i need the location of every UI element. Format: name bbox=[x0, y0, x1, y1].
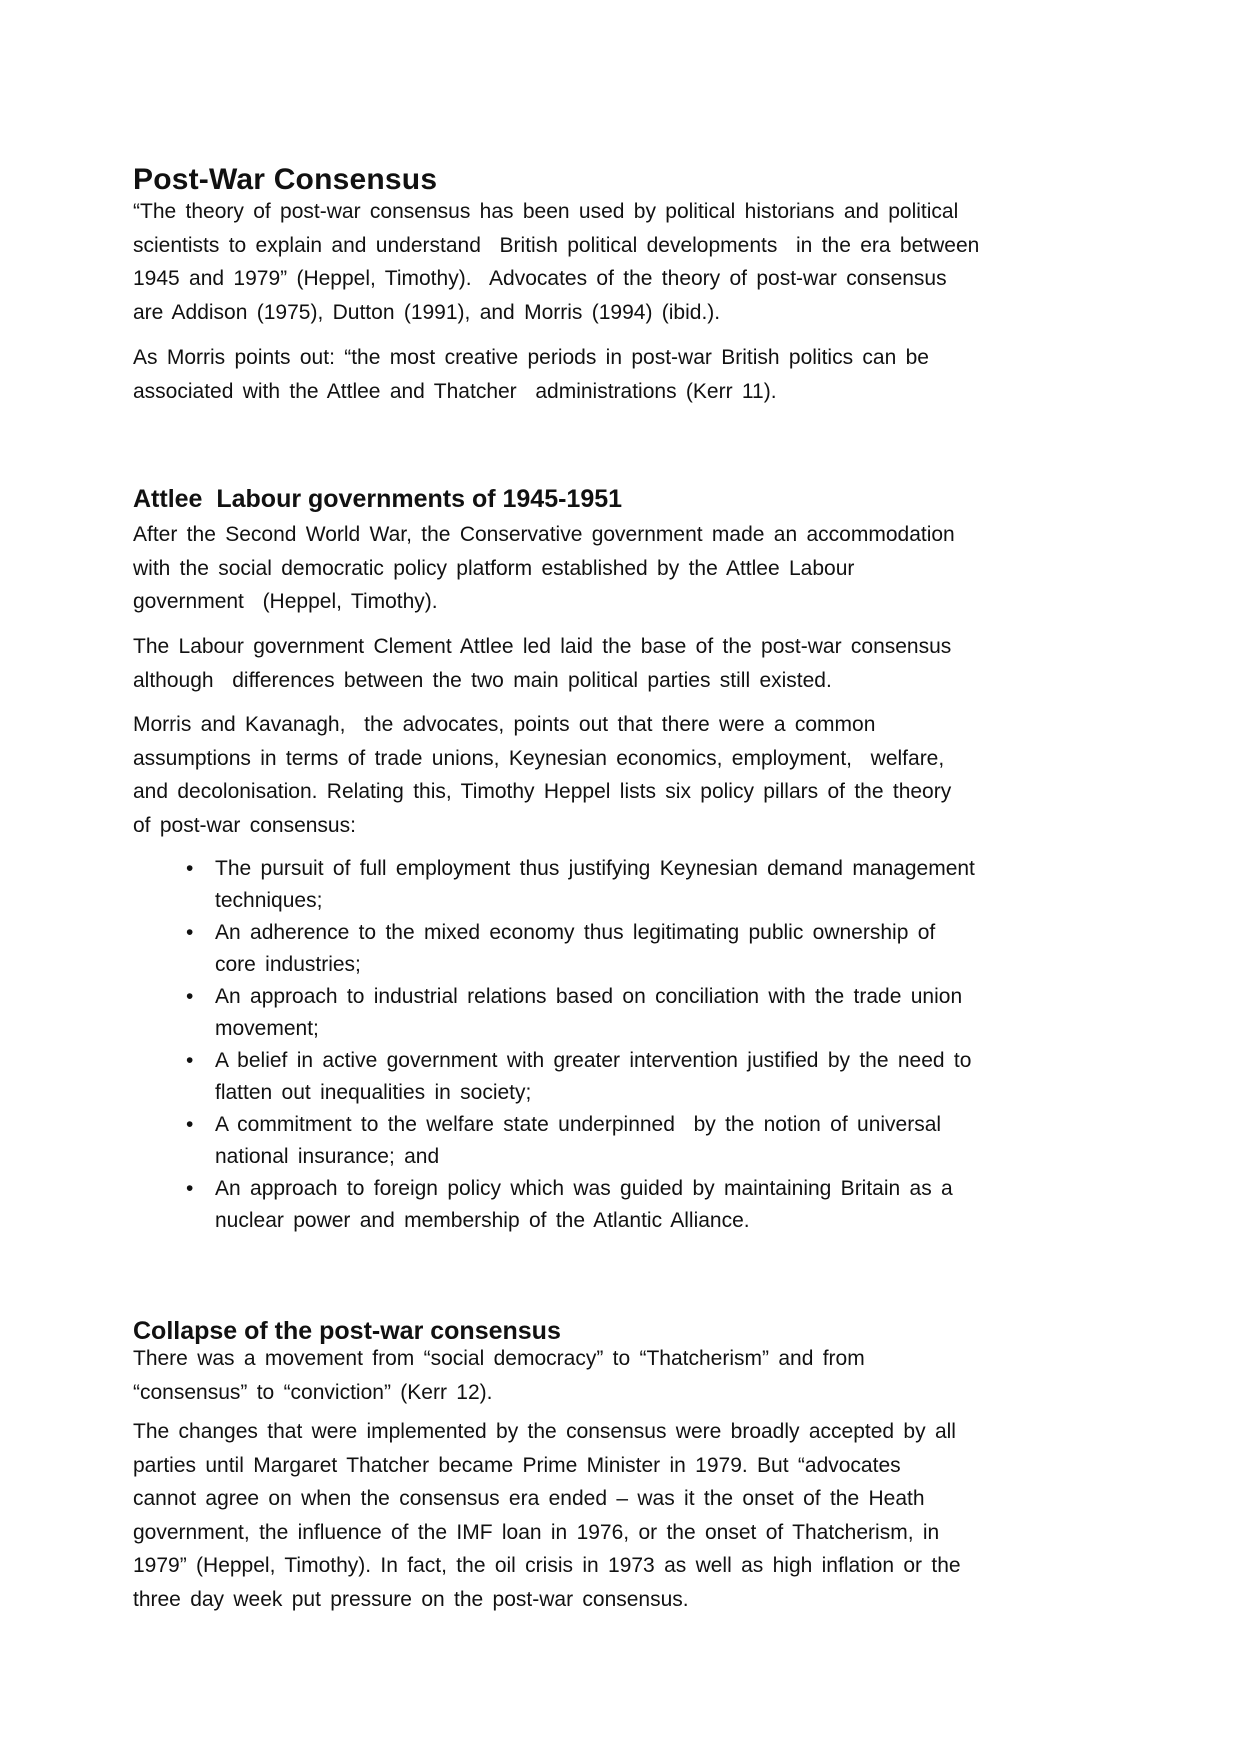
list-item bbox=[133, 981, 1153, 1045]
paragraph-line: government, the influence of the IMF loan in 1976, or the onset of Thatcherism, in bbox=[133, 1520, 940, 1544]
paragraph-movement bbox=[133, 1342, 1153, 1409]
bullet-icon: • bbox=[186, 1049, 194, 1072]
bullet-icon: • bbox=[186, 857, 194, 880]
paragraph-line: parties until Margaret Thatcher became Prime Minister in 1979. But “advocates bbox=[133, 1453, 901, 1477]
list-item bbox=[133, 1173, 1153, 1237]
paragraph-line: The changes that were implemented by the consensus were broadly accepted by all bbox=[133, 1420, 956, 1443]
paragraph-line: are Addison (1975), Dutton (1991), and Morris (1994) (ibid.). bbox=[133, 300, 721, 324]
paragraph-after-war bbox=[133, 518, 1153, 619]
paragraph-line: Morris and Kavanagh, the advocates, points out that there were a common bbox=[133, 713, 876, 736]
list-item bbox=[133, 917, 1153, 981]
paragraph-line: 1979” (Heppel, Timothy). In fact, the oil crisis in 1973 as well as high inflation or the bbox=[133, 1554, 961, 1578]
list-item-line: An approach to foreign policy which was guided by maintaining Britain as a bbox=[215, 1177, 953, 1200]
list-item-line: flatten out inequalities in society; bbox=[215, 1081, 532, 1104]
bullet-icon: • bbox=[186, 1177, 194, 1200]
paragraph-morris-kavanagh bbox=[133, 708, 1153, 842]
paragraph-line: with the social democratic policy platform established by the Attlee Labour bbox=[133, 556, 855, 580]
list-item-line: core industries; bbox=[215, 953, 361, 976]
paragraph-line: The Labour government Clement Attlee led laid the base of the post-war consensus bbox=[133, 635, 952, 658]
list-item-line: movement; bbox=[215, 1017, 319, 1040]
paragraph-intro bbox=[133, 195, 1153, 329]
paragraph-line: After the Second World War, the Conservative government made an accommodation bbox=[133, 523, 955, 546]
paragraph-line: associated with the Attlee and Thatcher administrations (Kerr 11). bbox=[133, 379, 777, 403]
bullet-icon: • bbox=[186, 1113, 194, 1136]
paragraph-line: cannot agree on when the consensus era ended – was it the onset of the Heath bbox=[133, 1487, 925, 1511]
paragraph-line: although differences between the two main political parties still existed. bbox=[133, 668, 832, 692]
paragraph-line: There was a movement from “social democracy” to “Thatcherism” and from bbox=[133, 1347, 865, 1370]
paragraph-morris-quote bbox=[133, 341, 1153, 408]
paragraph-line: scientists to explain and understand British political developments in the era between bbox=[133, 233, 980, 257]
bullet-icon: • bbox=[186, 985, 194, 1008]
list-item-line: A belief in active government with greater intervention justified by the need to bbox=[215, 1049, 972, 1072]
paragraph-labour-government bbox=[133, 630, 1153, 697]
policy-pillars-list bbox=[133, 853, 1153, 1237]
list-item bbox=[133, 1109, 1153, 1173]
paragraph-line: three day week put pressure on the post-war consensus. bbox=[133, 1587, 689, 1611]
list-item bbox=[133, 853, 1153, 917]
document-title: Post-War Consensus bbox=[133, 163, 438, 197]
list-item-line: An adherence to the mixed economy thus legitimating public ownership of bbox=[215, 921, 936, 944]
list-item bbox=[133, 1045, 1153, 1109]
list-item-line: An approach to industrial relations based on conciliation with the trade union bbox=[215, 985, 963, 1008]
paragraph-line: “consensus” to “conviction” (Kerr 12). bbox=[133, 1380, 493, 1404]
section-heading-attlee: Attlee Labour governments of 1945-1951 bbox=[133, 484, 623, 513]
list-item-line: techniques; bbox=[215, 889, 323, 912]
paragraph-line: and decolonisation. Relating this, Timothy Heppel lists six policy pillars of the theory bbox=[133, 780, 952, 804]
paragraph-line: As Morris points out: “the most creative periods in post-war British politics can be bbox=[133, 346, 929, 369]
paragraph-line: assumptions in terms of trade unions, Keynesian economics, employment, welfare, bbox=[133, 746, 945, 770]
paragraph-line: of post-war consensus: bbox=[133, 813, 356, 837]
section-heading-collapse: Collapse of the post-war consensus bbox=[133, 1316, 561, 1345]
paragraph-line: government (Heppel, Timothy). bbox=[133, 590, 438, 614]
list-item-line: nuclear power and membership of the Atlantic Alliance. bbox=[215, 1209, 750, 1232]
paragraph-line: “The theory of post-war consensus has been used by political historians and political bbox=[133, 200, 959, 223]
list-item-line: A commitment to the welfare state underpinned by the notion of universal bbox=[215, 1113, 942, 1136]
list-item-line: The pursuit of full employment thus justifying Keynesian demand management bbox=[215, 857, 975, 880]
bullet-icon: • bbox=[186, 921, 194, 944]
list-item-line: national insurance; and bbox=[215, 1145, 440, 1168]
paragraph-line: 1945 and 1979” (Heppel, Timothy). Advocates of the theory of post-war consensus bbox=[133, 267, 947, 291]
paragraph-changes bbox=[133, 1415, 1153, 1617]
